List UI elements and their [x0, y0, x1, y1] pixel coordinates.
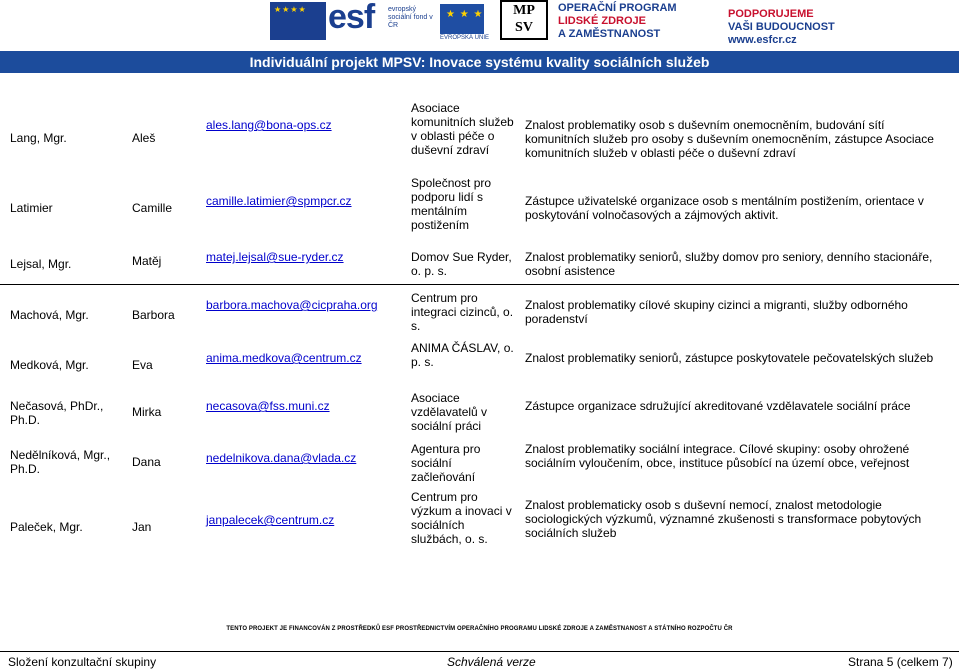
esf-caption: evropský sociální fond v ČR — [388, 6, 433, 29]
member-organization: Agentura pro sociální začleňování — [411, 442, 481, 484]
op-line-2: LIDSKÉ ZDROJE — [558, 15, 647, 27]
member-first-name: Jan — [132, 520, 152, 534]
footer-divider — [0, 651, 959, 652]
eu-flag-icon: ★ ★ ★ — [440, 4, 484, 34]
member-name: Machová, Mgr. — [10, 308, 89, 322]
member-name: Medková, Mgr. — [10, 358, 89, 372]
member-organization: Centrum pro integraci cizinců, o. s. — [411, 291, 514, 333]
member-email-link[interactable]: anima.medkova@centrum.cz — [206, 351, 362, 365]
member-email-link[interactable]: janpalecek@centrum.cz — [206, 513, 335, 527]
member-first-name: Eva — [132, 358, 153, 372]
member-expertise: Znalost problematiky cílové skupiny cizinci a migranti, služby odborného poradenství — [525, 298, 908, 326]
member-expertise: Zástupce uživatelské organizace osob s mentálním postižením, orientace v poskytování volnočasových a zájmových aktivit. — [525, 194, 924, 222]
member-first-name: Barbora — [132, 308, 175, 322]
member-expertise: Znalost problematiky seniorů, služby domov pro seniory, denního stacionáře, osobní asistence — [525, 250, 933, 278]
slogan-url: www.esfcr.cz — [728, 34, 797, 46]
op-line-3: A ZAMĚSTNANOST — [558, 28, 661, 40]
member-organization: ANIMA ČÁSLAV, o. p. s. — [411, 341, 514, 369]
member-first-name: Aleš — [132, 131, 156, 145]
member-expertise: Znalost problematicky osob s duševní nemocí, znalost metodologie sociologických výzkumů, významné zkušenosti s transformace pobytových sociálních služeb — [525, 498, 922, 540]
page-number: Strana 5 (celkem 7) — [848, 655, 953, 669]
member-organization: Asociace vzdělavatelů v sociální práci — [411, 391, 488, 433]
member-name: Paleček, Mgr. — [10, 520, 83, 534]
funding-note: TENTO PROJEKT JE FINANCOVÁN Z PROSTŘEDKŮ ESF PROSTŘEDNICTVÍM OPERAČNÍHO PROGRAMU LIDSKÉ ZDROJE A ZAMĚSTNANOST A STÁTNÍHO ROZPOČTU ČR — [226, 626, 733, 632]
member-organization: Centrum pro výzkum a inovaci v sociálních službách, o. s. — [411, 490, 512, 546]
document-version: Schválená verze — [447, 655, 536, 669]
member-first-name: Mirka — [132, 405, 162, 419]
esf-flag-icon: ★★★★ — [270, 2, 326, 40]
member-email-link[interactable]: matej.lejsal@sue-ryder.cz — [206, 250, 344, 264]
member-name: Nečasová, PhDr., Ph.D. — [10, 399, 104, 427]
member-organization: Domov Sue Ryder, o. p. s. — [411, 250, 512, 278]
member-expertise: Znalost problematiky osob s duševním onemocněním, budování sítí komunitních služeb pro osoby s duševním onemocněním, zástupce Asociace komunitních služeb v oblasti péče o duševní zdraví — [525, 118, 934, 160]
row-divider — [0, 284, 959, 285]
esf-slogan — [728, 8, 908, 47]
project-title: Individuální projekt MPSV: Inovace systému kvality sociálních služeb — [0, 51, 959, 73]
member-email-link[interactable]: nedelnikova.dana@vlada.cz — [206, 451, 357, 465]
member-first-name: Camille — [132, 201, 173, 215]
document-name: Složení konzultační skupiny — [8, 655, 157, 669]
member-name: Latimier — [10, 201, 53, 215]
member-email-link[interactable]: camille.latimier@spmpcr.cz — [206, 194, 352, 208]
slogan-line-1: PODPORUJEME — [728, 8, 814, 20]
esf-logo: esf — [328, 0, 375, 36]
mpsv-logo-bottom: SV — [515, 20, 533, 35]
member-organization: Asociace komunitních služeb v oblasti péče o duševní zdraví — [411, 101, 514, 157]
op-line-1: OPERAČNÍ PROGRAM — [558, 2, 677, 14]
member-email-link[interactable]: necasova@fss.muni.cz — [206, 399, 330, 413]
mpsv-logo-top: MP — [513, 3, 535, 18]
op-logo-text — [558, 2, 708, 41]
header-logos — [270, 0, 959, 44]
member-expertise: Znalost problematiky seniorů, zástupce poskytovatele pečovatelských služeb — [525, 351, 934, 365]
mpsv-logo — [500, 0, 548, 40]
member-first-name: Matěj — [132, 254, 162, 268]
eu-caption: EVROPSKÁ UNIE — [440, 35, 490, 41]
member-expertise: Zástupce organizace sdružující akreditované vzdělavatele sociální práce — [525, 399, 911, 413]
member-expertise: Znalost problematiky sociální integrace. Cílové skupiny: osoby ohrožené sociálním vyloučením, obce, instituce působící na území obce, veřejnost — [525, 442, 910, 470]
slogan-line-2: VAŠI BUDOUCNOST — [728, 21, 835, 33]
member-email-link[interactable]: ales.lang@bona-ops.cz — [206, 118, 332, 132]
member-email-link[interactable]: barbora.machova@cicpraha.org — [206, 298, 378, 312]
member-name: Lang, Mgr. — [10, 131, 67, 145]
member-name: Lejsal, Mgr. — [10, 257, 72, 271]
member-first-name: Dana — [132, 455, 161, 469]
member-name: Nedělníková, Mgr., Ph.D. — [10, 448, 111, 476]
member-organization: Společnost pro podporu lidí s mentálním postižením — [411, 176, 492, 232]
